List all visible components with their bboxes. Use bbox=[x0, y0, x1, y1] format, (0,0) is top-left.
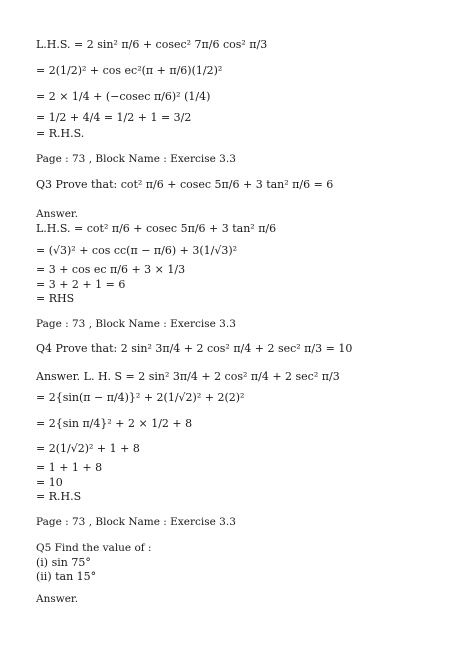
proof-line: = 1/2 + 4/4 = 1/2 + 1 = 3/2 bbox=[36, 111, 192, 124]
proof-line: = 2{sin π/4}² + 2 × 1/2 + 8 bbox=[36, 417, 193, 430]
proof-line: = RHS bbox=[36, 292, 75, 305]
answer-label: Answer. bbox=[36, 593, 79, 605]
proof-line: L.H.S. = cot² π/6 + cosec 5π/6 + 3 tan² π/6 bbox=[36, 222, 277, 235]
question-part: (i) sin 75° bbox=[36, 556, 91, 569]
proof-line: = R.H.S. bbox=[36, 127, 85, 140]
proof-line: = 1 + 1 + 8 bbox=[36, 461, 103, 474]
answer-label: Answer. bbox=[36, 208, 79, 220]
proof-line: = 10 bbox=[36, 476, 63, 489]
proof-line: = 3 + 2 + 1 = 6 bbox=[36, 278, 126, 291]
question-part: (ii) tan 15° bbox=[36, 570, 97, 583]
proof-line: L.H.S. = 2 sin² π/6 + cosec² 7π/6 cos² π/3 bbox=[36, 38, 268, 51]
answer-line: Answer. L. H. S = 2 sin² 3π/4 + 2 cos² π/4 + 2 sec² π/3 bbox=[36, 370, 340, 383]
proof-line: = (√3)² + cos cc(π − π/6) + 3(1/√3)² bbox=[36, 244, 238, 257]
page-reference: Page : 73 , Block Name : Exercise 3.3 bbox=[36, 516, 236, 528]
proof-line: = 3 + cos ec π/6 + 3 × 1/3 bbox=[36, 263, 186, 276]
page-reference: Page : 73 , Block Name : Exercise 3.3 bbox=[36, 318, 236, 330]
proof-line: = 2{sin(π − π/4)}² + 2(1/√2)² + 2(2)² bbox=[36, 391, 245, 404]
page-reference: Page : 73 , Block Name : Exercise 3.3 bbox=[36, 153, 236, 165]
question-q3: Q3 Prove that: cot² π/6 + cosec 5π/6 + 3 tan² π/6 = 6 bbox=[36, 178, 334, 191]
proof-line: = 2 × 1/4 + (−cosec π/6)² (1/4) bbox=[36, 90, 211, 103]
question-q4: Q4 Prove that: 2 sin² 3π/4 + 2 cos² π/4 + 2 sec² π/3 = 10 bbox=[36, 342, 353, 355]
proof-line: = R.H.S bbox=[36, 490, 82, 503]
question-q5: Q5 Find the value of : bbox=[36, 542, 152, 554]
proof-line: = 2(1/√2)² + 1 + 8 bbox=[36, 442, 140, 455]
proof-line: = 2(1/2)² + cos ec²(π + π/6)(1/2)² bbox=[36, 64, 223, 77]
